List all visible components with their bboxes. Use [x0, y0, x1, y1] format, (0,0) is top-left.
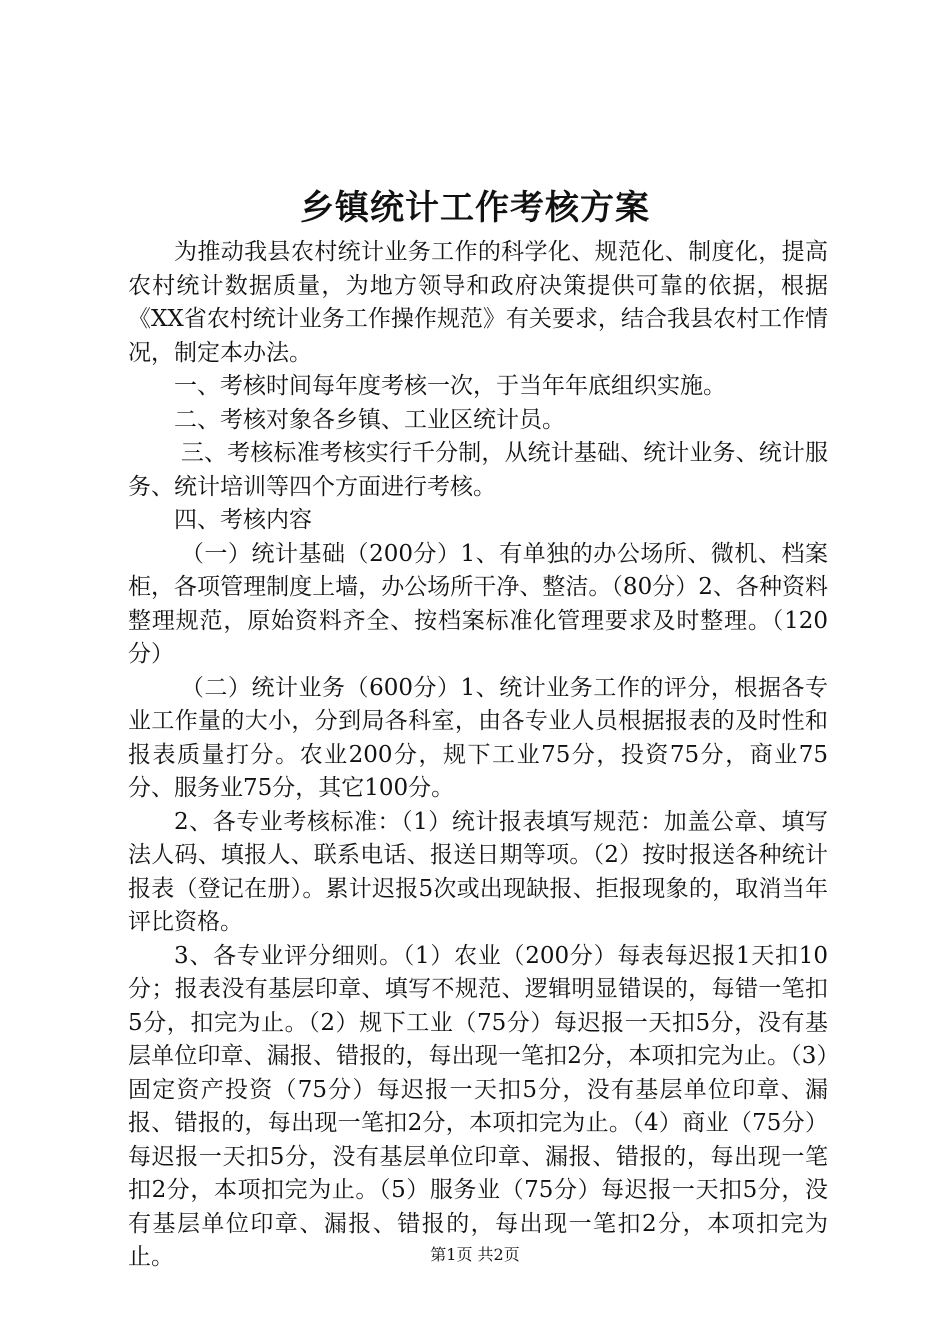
paragraph-statistics-business: （二）统计业务（600分）1、统计业务工作的评分，根据各专业工作量的大小，分到局各科室，由各专业人员根据报表的及时性和报表质量打分。农业200分，规下工业75分，投资75分，商业75分、服务业75分，其它100分。	[128, 674, 828, 801]
paragraph-assessment-time: 一、考核时间每年度考核一次，于当年年底组织实施。	[174, 373, 726, 399]
paragraph-intro: 为推动我县农村统计业务工作的科学化、规范化、制度化，提高农村统计数据质量，为地方领导和政府决策提供可靠的依据，根据《XX省农村统计业务工作操作规范》有关要求，结合我县农村工作情况，制定本办法。	[128, 239, 828, 366]
page-number-footer: 第1页 共2页	[430, 1245, 520, 1264]
paragraph-scoring-rules: 3、各专业评分细则。（1）农业（200分）每表每迟报1天扣10分；报表没有基层印章、填写不规范、逻辑明显错误的，每错一笔扣5分，扣完为止。（2）规下工业（75分）每迟报一天扣5分，没有基层单位印章、漏报、错报的，每出现一笔扣2分，本项扣完为止。（3）固定资产投资（75分）每迟报一天扣5分，没有基层单位印章、漏报、错报的，每出现一笔扣2分，本项扣完为止。（4）商业（75分）每迟报一天扣5分，没有基层单位印章、漏报、错报的，每出现一笔扣2分，本项扣完为止。（5）服务业（75分）每迟报一天扣5分，没有基层单位印章、漏报、错报的，每出现一笔扣2分，本项扣完为止。	[128, 942, 828, 1270]
paragraph-assessment-criteria: 2、各专业考核标准：（1）统计报表填写规范：加盖公章、填写法人码、填报人、联系电话、报送日期等项。（2）按时报送各种统计报表（登记在册）。累计迟报5次或出现缺报、拒报现象的，取消当年评比资格。	[128, 808, 828, 935]
paragraph-assessment-content: 四、考核内容	[174, 507, 312, 533]
paragraph-statistics-basics: （一）统计基础（200分）1、有单独的办公场所、微机、档案柜，各项管理制度上墙，办公场所干净、整洁。（80分）2、各种资料整理规范，原始资料齐全、按档案标准化管理要求及时整理。（120分）	[128, 540, 828, 667]
paragraph-assessment-target: 二、考核对象各乡镇、工业区统计员。	[174, 406, 565, 433]
document-title: 乡镇统计工作考核方案	[300, 188, 650, 228]
paragraph-assessment-standard: 三、考核标准考核实行千分制，从统计基础、统计业务、统计服务、统计培训等四个方面进行考核。	[128, 440, 828, 500]
document-body	[128, 236, 828, 1275]
